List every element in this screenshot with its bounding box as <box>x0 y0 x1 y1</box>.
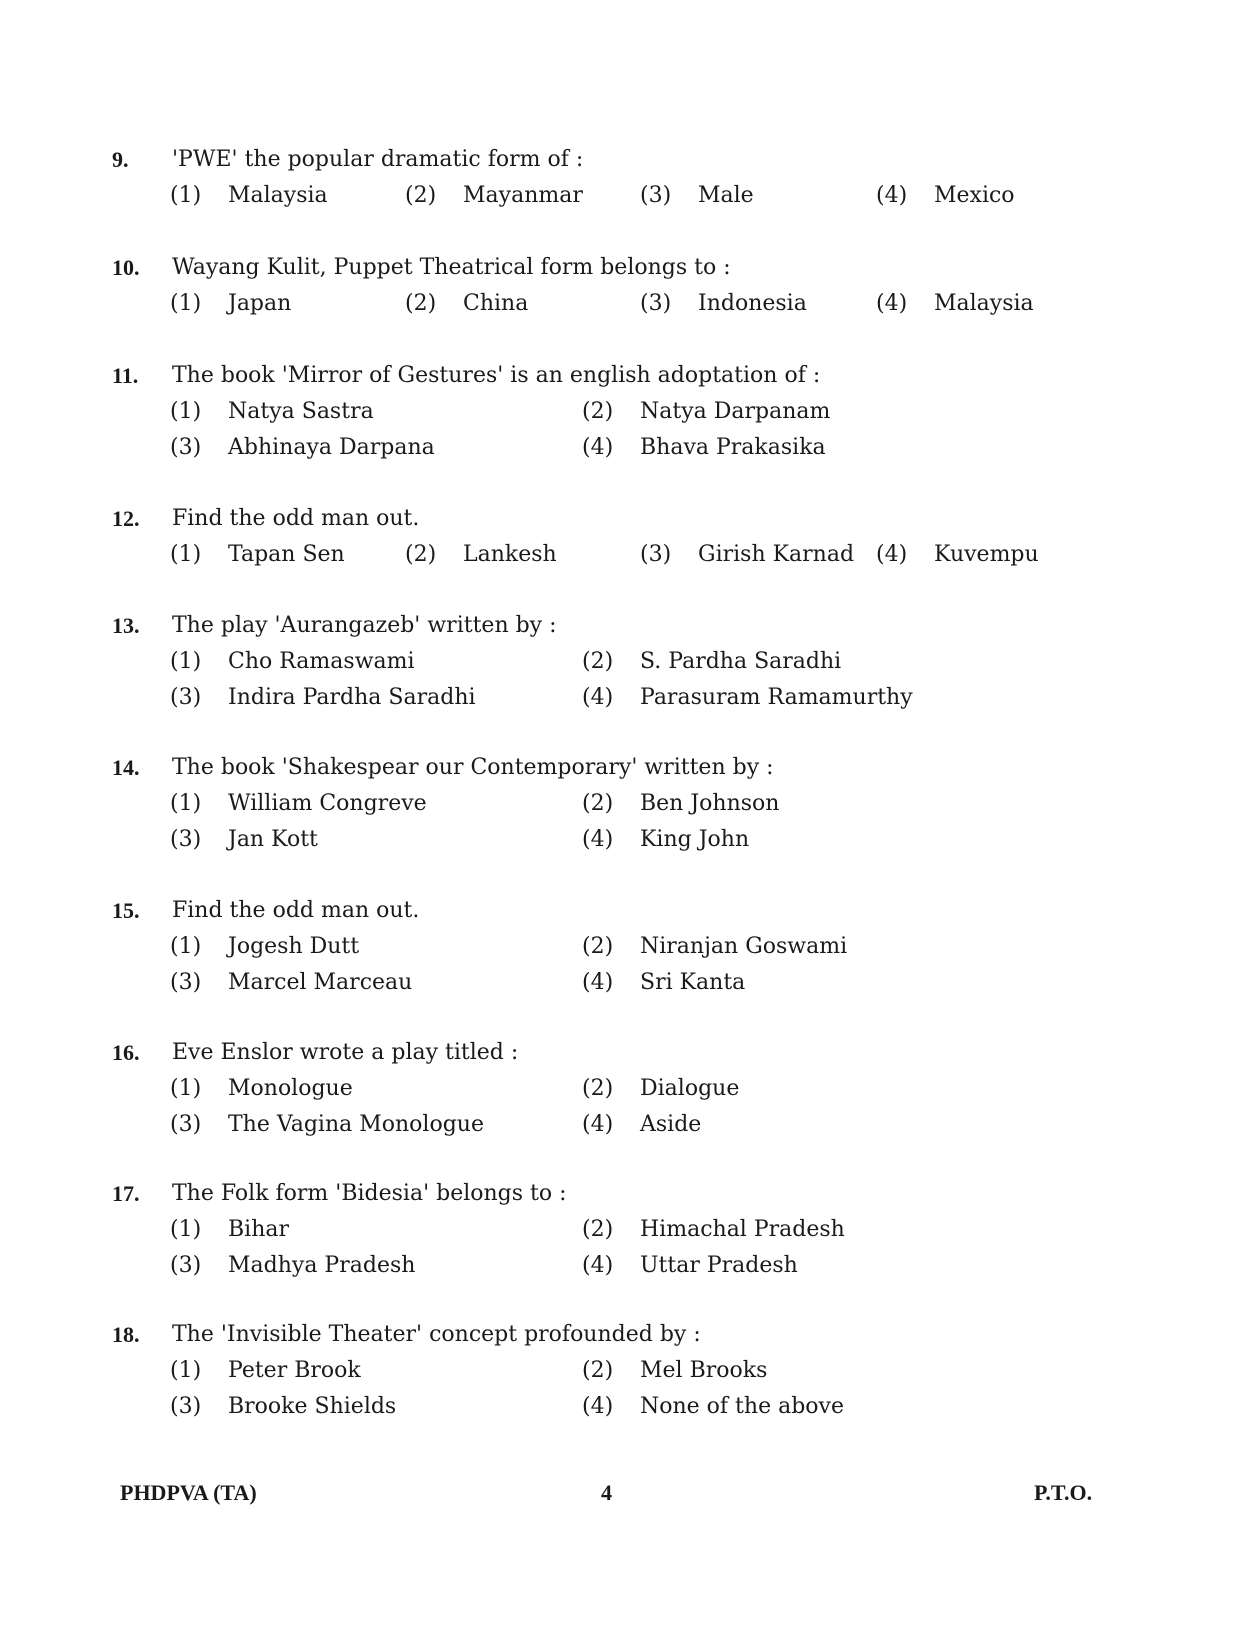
question-number: 14. <box>112 755 140 780</box>
question-text: The 'Invisible Theater' concept profounded by : <box>172 1322 701 1347</box>
option-text: Mayanmar <box>463 183 583 208</box>
option-text: Jogesh Dutt <box>228 934 360 959</box>
option-text: King John <box>640 827 750 852</box>
question-text: Eve Enslor wrote a play titled : <box>172 1040 519 1065</box>
option-text: Kuvempu <box>934 542 1039 567</box>
option-number: (2) <box>582 791 614 816</box>
option-number: (2) <box>405 183 437 208</box>
page-number: 4 <box>601 1480 612 1505</box>
option-text: Bihar <box>228 1217 290 1242</box>
question-text: Find the odd man out. <box>172 898 420 923</box>
option-number: (4) <box>876 542 908 567</box>
option-text: Parasuram Ramamurthy <box>640 685 913 710</box>
option-text: Monologue <box>228 1076 353 1101</box>
option-text: None of the above <box>640 1394 844 1419</box>
option-text: Malaysia <box>228 183 328 208</box>
question-number: 15. <box>112 898 140 923</box>
option-number: (2) <box>582 934 614 959</box>
option-text: Aside <box>640 1112 702 1137</box>
option-number: (1) <box>170 649 202 674</box>
option-number: (1) <box>170 291 202 316</box>
option-text: Lankesh <box>463 542 557 567</box>
option-text: Marcel Marceau <box>228 970 413 995</box>
option-number: (4) <box>876 183 908 208</box>
option-text: Madhya Pradesh <box>228 1253 416 1278</box>
option-text: China <box>463 291 529 316</box>
option-number: (2) <box>582 1217 614 1242</box>
question-number: 13. <box>112 613 140 638</box>
option-text: Brooke Shields <box>228 1394 397 1419</box>
option-number: (1) <box>170 791 202 816</box>
option-text: Cho Ramaswami <box>228 649 415 674</box>
option-text: Male <box>698 183 754 208</box>
option-number: (4) <box>582 1112 614 1137</box>
option-number: (4) <box>582 435 614 460</box>
option-number: (2) <box>582 399 614 424</box>
option-text: William Congreve <box>228 791 427 816</box>
option-text: Indira Pardha Saradhi <box>228 685 476 710</box>
question-text: Wayang Kulit, Puppet Theatrical form belongs to : <box>172 255 731 280</box>
question-number: 12. <box>112 506 140 531</box>
question-text: The book 'Shakespear our Contemporary' written by : <box>172 755 774 780</box>
option-text: Mel Brooks <box>640 1358 768 1383</box>
option-text: Indonesia <box>698 291 807 316</box>
option-text: Himachal Pradesh <box>640 1217 845 1242</box>
option-text: Natya Sastra <box>228 399 374 424</box>
option-number: (3) <box>170 435 202 460</box>
question-number: 16. <box>112 1040 140 1065</box>
option-number: (3) <box>170 1253 202 1278</box>
question-text: The play 'Aurangazeb' written by : <box>172 613 557 638</box>
option-text: Jan Kott <box>228 827 318 852</box>
option-number: (1) <box>170 542 202 567</box>
question-text: 'PWE' the popular dramatic form of : <box>172 147 584 172</box>
question-text: Find the odd man out. <box>172 506 420 531</box>
pto-marker: P.T.O. <box>1034 1480 1093 1505</box>
option-text: Abhinaya Darpana <box>228 435 435 460</box>
option-text: Ben Johnson <box>640 791 780 816</box>
option-text: The Vagina Monologue <box>228 1112 484 1137</box>
option-number: (1) <box>170 1076 202 1101</box>
question-text: The Folk form 'Bidesia' belongs to : <box>172 1181 567 1206</box>
option-number: (2) <box>405 542 437 567</box>
paper-code: PHDPVA (TA) <box>120 1480 257 1505</box>
option-number: (4) <box>582 970 614 995</box>
option-number: (1) <box>170 1217 202 1242</box>
option-number: (4) <box>582 1394 614 1419</box>
option-number: (4) <box>876 291 908 316</box>
option-text: Peter Brook <box>228 1358 361 1383</box>
option-number: (3) <box>640 542 672 567</box>
option-number: (3) <box>170 1112 202 1137</box>
option-number: (3) <box>640 291 672 316</box>
option-number: (3) <box>170 685 202 710</box>
option-text: Uttar Pradesh <box>640 1253 798 1278</box>
option-number: (3) <box>170 827 202 852</box>
option-text: Bhava Prakasika <box>640 435 826 460</box>
option-number: (3) <box>170 970 202 995</box>
option-text: Tapan Sen <box>228 542 345 567</box>
option-number: (3) <box>170 1394 202 1419</box>
option-number: (4) <box>582 827 614 852</box>
option-text: Dialogue <box>640 1076 740 1101</box>
option-text: Natya Darpanam <box>640 399 831 424</box>
option-number: (1) <box>170 1358 202 1383</box>
option-number: (1) <box>170 399 202 424</box>
option-text: Niranjan Goswami <box>640 934 848 959</box>
option-text: Mexico <box>934 183 1015 208</box>
option-number: (2) <box>582 649 614 674</box>
question-number: 18. <box>112 1322 140 1347</box>
option-number: (4) <box>582 685 614 710</box>
question-number: 17. <box>112 1181 140 1206</box>
question-number: 10. <box>112 255 140 280</box>
option-number: (1) <box>170 183 202 208</box>
option-number: (2) <box>582 1076 614 1101</box>
option-text: Sri Kanta <box>640 970 746 995</box>
option-text: Japan <box>228 291 292 316</box>
option-text: Girish Karnad <box>698 542 855 567</box>
question-text: The book 'Mirror of Gestures' is an english adoptation of : <box>172 363 821 388</box>
option-number: (2) <box>582 1358 614 1383</box>
question-number: 9. <box>112 147 129 172</box>
option-number: (1) <box>170 934 202 959</box>
option-number: (2) <box>405 291 437 316</box>
option-number: (3) <box>640 183 672 208</box>
option-text: Malaysia <box>934 291 1034 316</box>
question-number: 11. <box>112 363 139 388</box>
option-text: S. Pardha Saradhi <box>640 649 842 674</box>
option-number: (4) <box>582 1253 614 1278</box>
